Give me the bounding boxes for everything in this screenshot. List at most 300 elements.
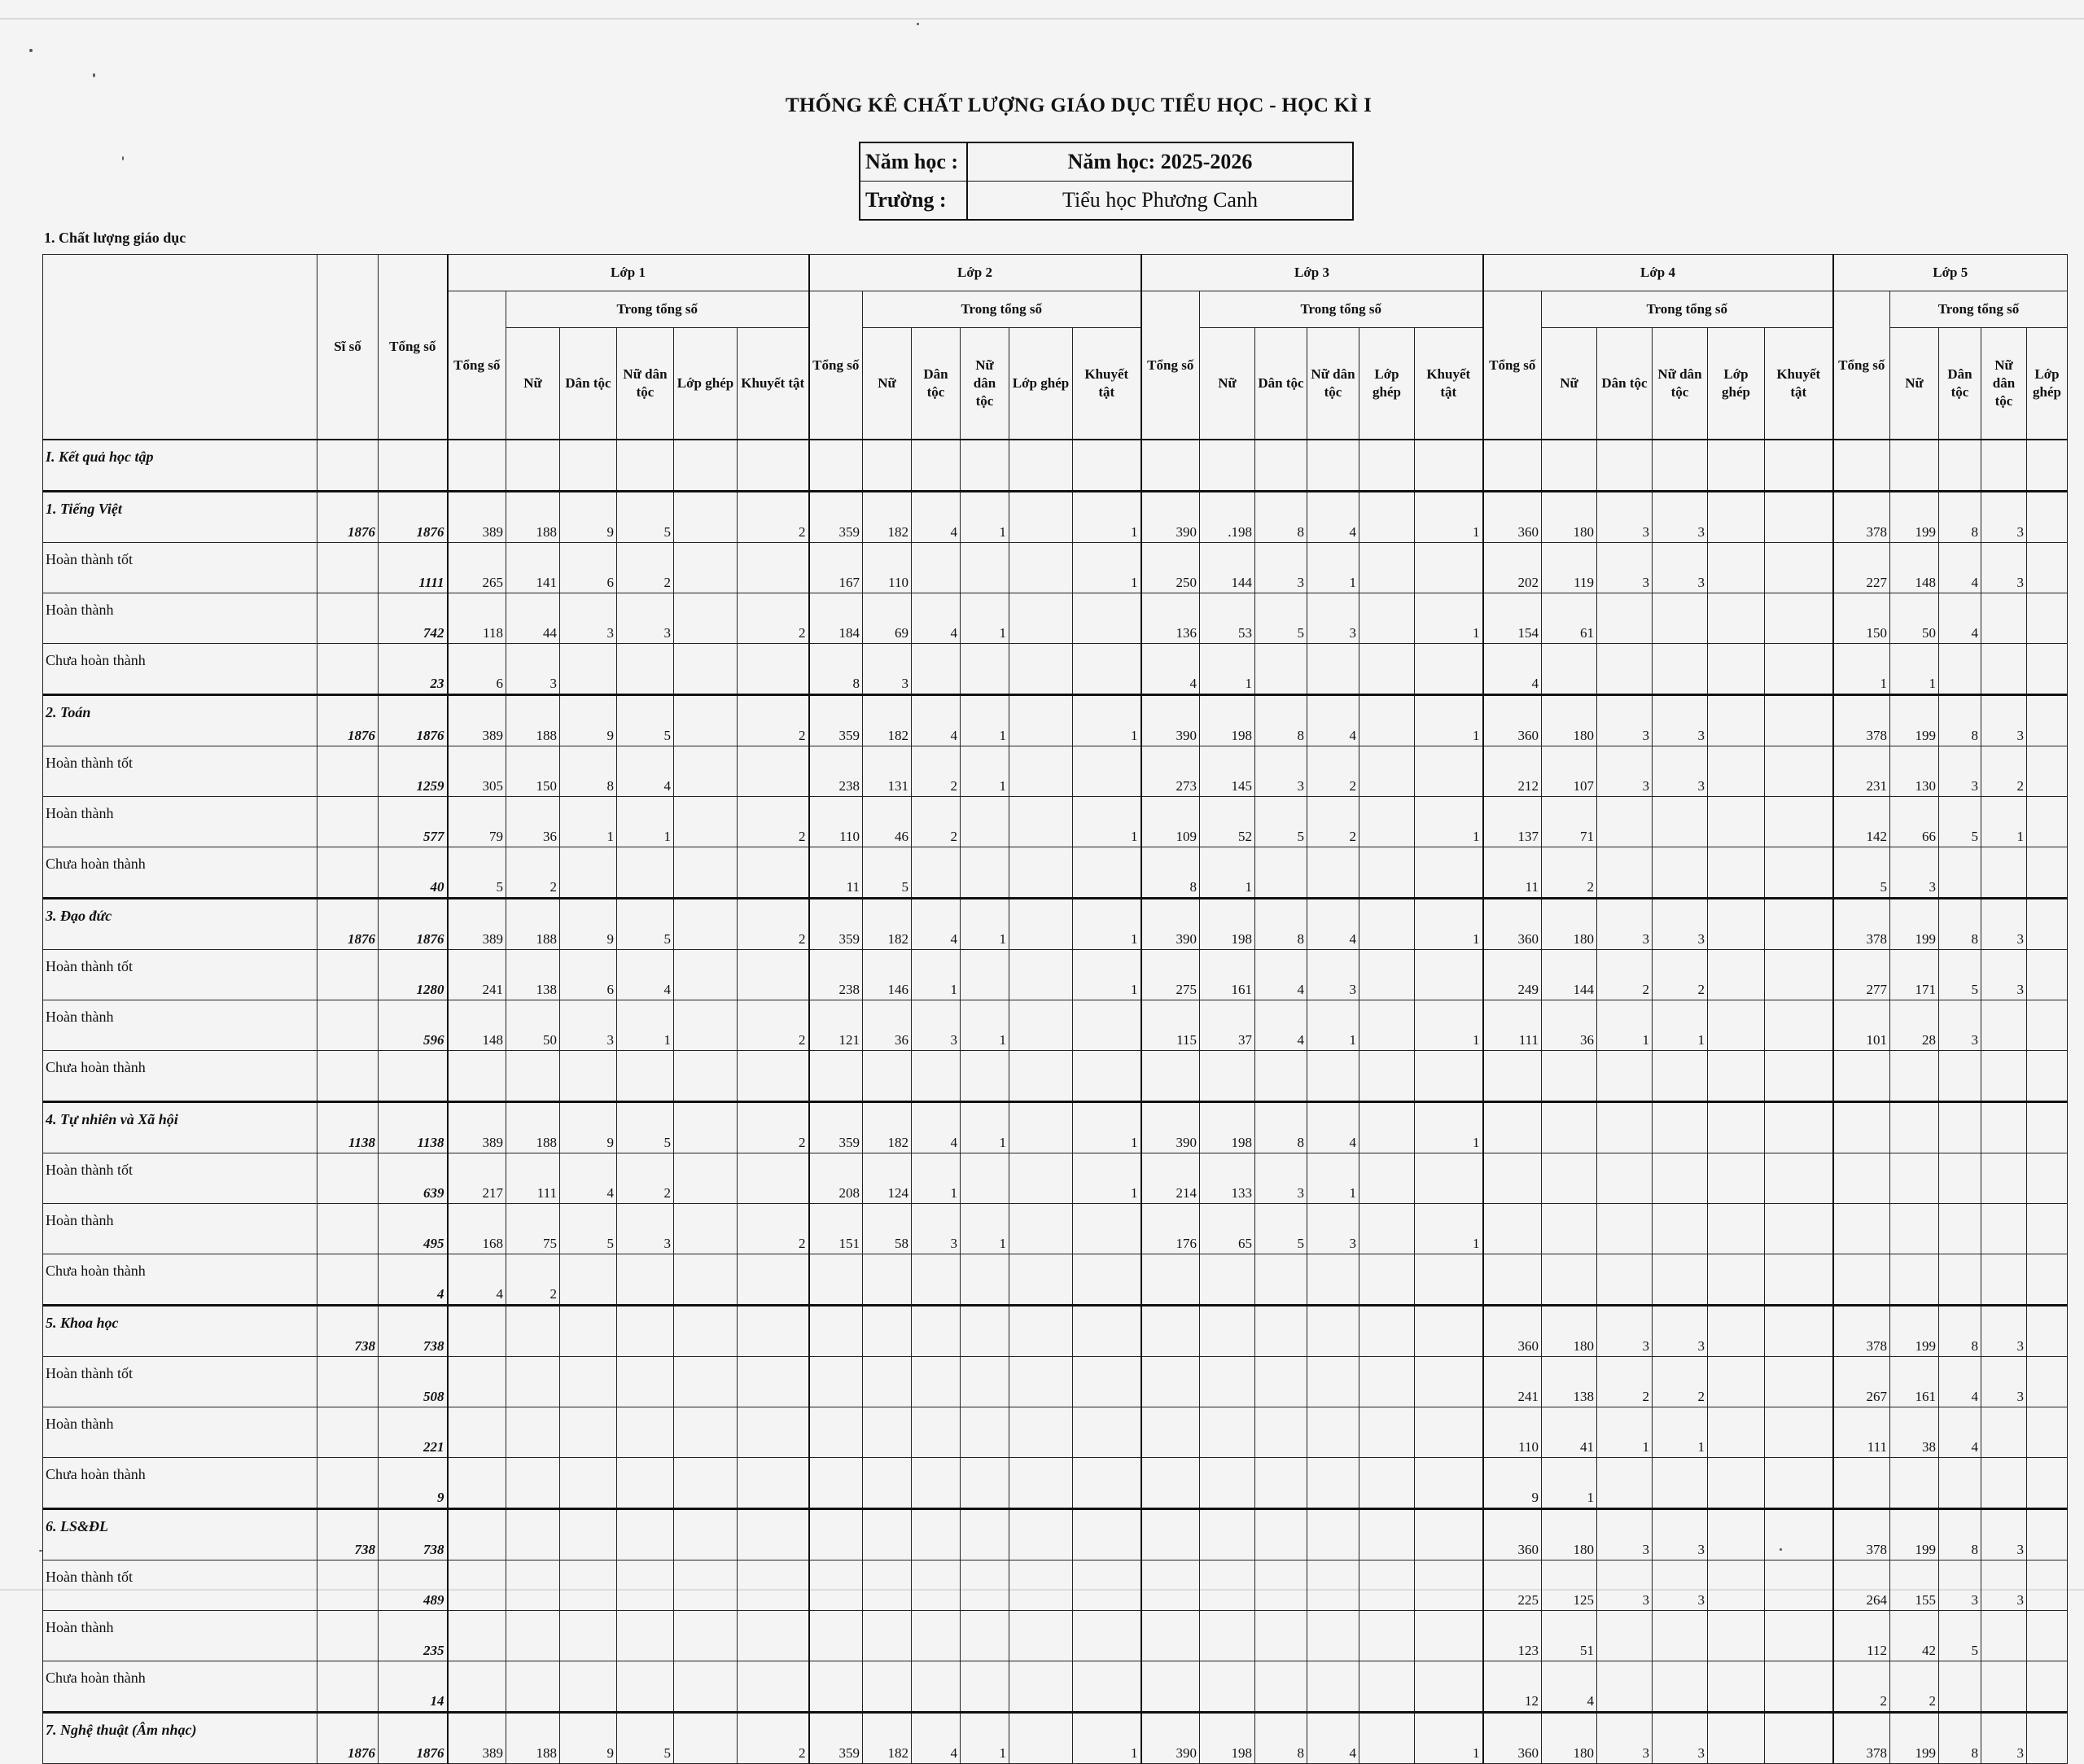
table-cell: [2027, 492, 2068, 543]
header-grade-5-sub-1: Nữ: [1890, 328, 1939, 440]
table-cell: 112: [1833, 1611, 1890, 1661]
table-cell: [1765, 593, 1833, 644]
table-cell: 2: [912, 797, 961, 847]
table-cell: 3: [1981, 1357, 2027, 1407]
table-cell: 5: [863, 847, 912, 899]
table-cell: 2: [506, 1254, 560, 1306]
row-label: Hoàn thành: [43, 797, 317, 847]
table-cell: [2027, 847, 2068, 899]
table-cell: [1415, 1153, 1483, 1204]
table-cell: 4: [1255, 1000, 1307, 1051]
row-tong-so: 1138: [379, 1102, 448, 1153]
table-cell: [617, 1306, 674, 1357]
table-cell: [674, 1306, 738, 1357]
table-cell: 3: [1939, 1000, 1981, 1051]
table-cell: [1009, 492, 1073, 543]
table-cell: [1415, 1661, 1483, 1713]
table-cell: [1981, 440, 2027, 492]
table-cell: 3: [1255, 1153, 1307, 1204]
table-cell: [1708, 1458, 1765, 1509]
table-cell: [912, 1407, 961, 1458]
table-cell: 249: [1483, 950, 1542, 1000]
table-cell: [1255, 1407, 1307, 1458]
table-cell: [1307, 1458, 1359, 1509]
row-tong-so: 14: [379, 1661, 448, 1713]
header-grade-5: Lớp 5: [1833, 255, 2068, 291]
table-cell: [1765, 1051, 1833, 1102]
table-cell: 4: [1255, 950, 1307, 1000]
table-cell: [738, 1458, 809, 1509]
table-cell: 12: [1483, 1661, 1542, 1713]
header-row-1: [43, 255, 2068, 291]
table-cell: 3: [1597, 899, 1653, 950]
table-cell: [1009, 1357, 1073, 1407]
table-cell: [809, 1051, 863, 1102]
info-row-school: [860, 182, 1353, 221]
table-cell: [1307, 1407, 1359, 1458]
table-cell: [674, 847, 738, 899]
table-cell: [738, 1407, 809, 1458]
table-cell: [1415, 1611, 1483, 1661]
table-cell: [1981, 847, 2027, 899]
table-cell: 184: [809, 593, 863, 644]
table-cell: 1: [961, 1713, 1009, 1764]
page-title: THỐNG KÊ CHẤT LƯỢNG GIÁO DỤC TIỂU HỌC - HỌC KÌ I: [785, 94, 1373, 116]
table-cell: 8: [809, 644, 863, 695]
table-cell: [1009, 1204, 1073, 1254]
row-label: 1. Tiếng Việt: [43, 492, 317, 543]
table-cell: [1708, 1560, 1765, 1611]
table-cell: [1307, 847, 1359, 899]
table-cell: [1483, 1254, 1542, 1306]
table-cell: 2: [1981, 746, 2027, 797]
table-cell: [674, 1509, 738, 1560]
table-cell: [2027, 1458, 2068, 1509]
table-cell: 155: [1890, 1560, 1939, 1611]
table-cell: 360: [1483, 492, 1542, 543]
row-si-so: [317, 1611, 379, 1661]
table-cell: 138: [506, 950, 560, 1000]
table-cell: [912, 1306, 961, 1357]
table-cell: 182: [863, 1713, 912, 1764]
table-cell: 1: [961, 746, 1009, 797]
table-cell: 273: [1141, 746, 1200, 797]
scan-speck: [39, 1550, 42, 1552]
row-si-so: [317, 847, 379, 899]
header-grade-3-sub-1: Nữ: [1200, 328, 1255, 440]
header-grade-2-total: Tổng số: [809, 291, 863, 440]
table-cell: 359: [809, 492, 863, 543]
table-cell: [560, 1611, 617, 1661]
table-cell: [1765, 1713, 1833, 1764]
table-cell: 5: [1939, 797, 1981, 847]
table-cell: [1765, 1254, 1833, 1306]
table-cell: 151: [809, 1204, 863, 1254]
table-cell: 2: [1653, 950, 1708, 1000]
table-cell: 3: [1307, 1204, 1359, 1254]
table-cell: [961, 950, 1009, 1000]
row-label: 2. Toán: [43, 695, 317, 746]
table-cell: 115: [1141, 1000, 1200, 1051]
table-cell: 198: [1200, 1713, 1255, 1764]
table-cell: 3: [1981, 1713, 2027, 1764]
table-cell: 138: [1542, 1357, 1597, 1407]
table-cell: [2027, 746, 2068, 797]
header-grade-5-subgroup: Trong tổng số: [1890, 291, 2068, 328]
table-cell: [674, 797, 738, 847]
table-cell: [560, 1458, 617, 1509]
table-cell: [1653, 797, 1708, 847]
table-cell: 144: [1542, 950, 1597, 1000]
table-cell: [1708, 1611, 1765, 1661]
row-si-so: [317, 950, 379, 1000]
table-cell: [1307, 1254, 1359, 1306]
table-cell: [1359, 1407, 1415, 1458]
table-cell: [1833, 440, 1890, 492]
table-cell: 142: [1833, 797, 1890, 847]
table-cell: 3: [1653, 695, 1708, 746]
table-cell: 1: [1073, 695, 1141, 746]
table-cell: [1415, 1458, 1483, 1509]
row-tong-so: 1876: [379, 1713, 448, 1764]
header-grade-2-sub-1: Nữ: [863, 328, 912, 440]
table-cell: 6: [448, 644, 506, 695]
table-cell: [738, 746, 809, 797]
table-cell: [863, 1407, 912, 1458]
row-label: Chưa hoàn thành: [43, 847, 317, 899]
table-cell: 146: [863, 950, 912, 1000]
table-cell: [912, 1661, 961, 1713]
table-cell: [1415, 1254, 1483, 1306]
table-cell: 1: [1200, 847, 1255, 899]
table-cell: [1009, 1560, 1073, 1611]
table-cell: [1200, 440, 1255, 492]
table-cell: 8: [1255, 1713, 1307, 1764]
table-cell: [1009, 644, 1073, 695]
table-cell: 101: [1833, 1000, 1890, 1051]
table-cell: [506, 1509, 560, 1560]
table-cell: [1597, 644, 1653, 695]
table-cell: 1: [1073, 1102, 1141, 1153]
table-cell: 6: [560, 543, 617, 593]
table-cell: [674, 1560, 738, 1611]
table-cell: [961, 1254, 1009, 1306]
table-cell: 2: [1307, 797, 1359, 847]
table-cell: [1939, 1153, 1981, 1204]
table-cell: 4: [912, 1102, 961, 1153]
table-cell: 2: [738, 1204, 809, 1254]
table-cell: [738, 1509, 809, 1560]
table-cell: 198: [1200, 1102, 1255, 1153]
table-cell: [1765, 1102, 1833, 1153]
table-cell: 1: [1073, 1153, 1141, 1204]
table-cell: 1: [1415, 1000, 1483, 1051]
table-cell: [738, 1306, 809, 1357]
table-cell: 264: [1833, 1560, 1890, 1611]
table-row: [43, 1713, 2068, 1764]
table-cell: [1708, 1509, 1765, 1560]
row-si-so: 1138: [317, 1102, 379, 1153]
table-cell: 390: [1141, 695, 1200, 746]
table-cell: [1833, 1204, 1890, 1254]
table-cell: 2: [738, 1713, 809, 1764]
table-cell: 65: [1200, 1204, 1255, 1254]
table-cell: [1597, 1458, 1653, 1509]
table-cell: 188: [506, 695, 560, 746]
table-cell: [560, 847, 617, 899]
table-cell: 2: [617, 543, 674, 593]
table-cell: [1359, 1713, 1415, 1764]
table-cell: [912, 1611, 961, 1661]
table-cell: 4: [1939, 593, 1981, 644]
table-cell: 2: [738, 1102, 809, 1153]
table-cell: [1981, 1000, 2027, 1051]
table-cell: 1: [961, 593, 1009, 644]
table-row: [43, 1204, 2068, 1254]
table-cell: [1141, 1611, 1200, 1661]
table-cell: 198: [1200, 899, 1255, 950]
table-cell: [1833, 1051, 1890, 1102]
table-cell: 1: [617, 797, 674, 847]
table-cell: [1009, 1509, 1073, 1560]
table-cell: 390: [1141, 1102, 1200, 1153]
table-cell: [738, 1153, 809, 1204]
table-cell: [674, 1204, 738, 1254]
table-cell: [2027, 644, 2068, 695]
table-cell: 4: [1939, 543, 1981, 593]
table-row: [43, 1661, 2068, 1713]
row-tong-so: 1259: [379, 746, 448, 797]
table-cell: [1359, 847, 1415, 899]
table-cell: [1765, 1661, 1833, 1713]
table-cell: 182: [863, 492, 912, 543]
table-cell: [1765, 1560, 1833, 1611]
table-cell: [506, 1458, 560, 1509]
header-grade-4-subgroup: Trong tổng số: [1542, 291, 1833, 328]
table-cell: 176: [1141, 1204, 1200, 1254]
table-cell: 5: [1255, 797, 1307, 847]
table-cell: 188: [506, 1102, 560, 1153]
table-cell: 58: [863, 1204, 912, 1254]
row-label: I. Kết quả học tập: [43, 440, 317, 492]
table-cell: [1307, 1509, 1359, 1560]
table-cell: [617, 1407, 674, 1458]
table-cell: 38: [1890, 1407, 1939, 1458]
table-cell: [961, 797, 1009, 847]
table-cell: 123: [1483, 1611, 1542, 1661]
header-grade-4-sub-3: Nữ dân tộc: [1653, 328, 1708, 440]
table-cell: [674, 1102, 738, 1153]
table-cell: [1009, 950, 1073, 1000]
table-cell: 250: [1141, 543, 1200, 593]
table-cell: 1: [961, 1204, 1009, 1254]
table-cell: [738, 1357, 809, 1407]
row-si-so: [317, 746, 379, 797]
table-cell: [1765, 644, 1833, 695]
scan-speck: [122, 156, 124, 160]
scan-edge-top: [0, 18, 2084, 20]
table-cell: [1653, 644, 1708, 695]
table-cell: [1073, 644, 1141, 695]
header-grade-5-sub-3: Nữ dân tộc: [1981, 328, 2027, 440]
table-cell: [1255, 1560, 1307, 1611]
table-cell: [2027, 1204, 2068, 1254]
header-grade-3-sub-4: Lớp ghép: [1359, 328, 1415, 440]
table-cell: 378: [1833, 899, 1890, 950]
header-grade-1-sub-3: Nữ dân tộc: [617, 328, 674, 440]
table-cell: [560, 644, 617, 695]
table-cell: 389: [448, 1713, 506, 1764]
header-grade-5-sub-4: Lớp ghép: [2027, 328, 2068, 440]
table-cell: [1939, 1458, 1981, 1509]
table-cell: 136: [1141, 593, 1200, 644]
table-cell: 137: [1483, 797, 1542, 847]
table-cell: [738, 440, 809, 492]
table-cell: 109: [1141, 797, 1200, 847]
table-cell: 5: [617, 899, 674, 950]
table-cell: [617, 847, 674, 899]
table-cell: 42: [1890, 1611, 1939, 1661]
table-cell: 1: [1597, 1000, 1653, 1051]
table-cell: [1415, 847, 1483, 899]
table-cell: [912, 1357, 961, 1407]
table-cell: [617, 1661, 674, 1713]
table-cell: [2027, 899, 2068, 950]
row-si-so: [317, 1254, 379, 1306]
row-si-so: [317, 1051, 379, 1102]
table-cell: [1939, 1051, 1981, 1102]
table-cell: [560, 1509, 617, 1560]
table-cell: [1009, 1407, 1073, 1458]
table-cell: [674, 746, 738, 797]
table-cell: 50: [506, 1000, 560, 1051]
table-cell: [1009, 593, 1073, 644]
table-cell: 167: [809, 543, 863, 593]
table-cell: 130: [1890, 746, 1939, 797]
table-cell: [1708, 1713, 1765, 1764]
table-cell: 4: [1483, 644, 1542, 695]
table-cell: [1708, 797, 1765, 847]
table-cell: 1: [1653, 1000, 1708, 1051]
table-cell: [2027, 950, 2068, 1000]
row-si-so: [317, 1204, 379, 1254]
header-grade-1-sub-2: Dân tộc: [560, 328, 617, 440]
row-tong-so: 9: [379, 1458, 448, 1509]
school-value: Tiểu học Phương Canh: [967, 182, 1353, 221]
table-cell: [863, 1509, 912, 1560]
table-row: [43, 1102, 2068, 1153]
table-cell: [1653, 1254, 1708, 1306]
table-cell: [560, 1254, 617, 1306]
table-cell: 5: [1255, 1204, 1307, 1254]
table-cell: 118: [448, 593, 506, 644]
table-cell: [1708, 440, 1765, 492]
table-cell: 390: [1141, 1713, 1200, 1764]
table-cell: [1597, 1051, 1653, 1102]
table-cell: [1708, 847, 1765, 899]
table-cell: [809, 1509, 863, 1560]
table-cell: [1708, 644, 1765, 695]
header-grade-2-sub-3: Nữ dân tộc: [961, 328, 1009, 440]
table-cell: 3: [1653, 1509, 1708, 1560]
header-si-so: Sĩ số: [317, 255, 379, 440]
table-body: [43, 440, 2068, 1764]
table-cell: 4: [1307, 492, 1359, 543]
table-cell: [506, 1407, 560, 1458]
table-cell: 2: [738, 1000, 809, 1051]
table-cell: [674, 1153, 738, 1204]
table-cell: [1200, 1051, 1255, 1102]
table-cell: [1009, 746, 1073, 797]
table-cell: [1483, 1153, 1542, 1204]
table-cell: 2: [912, 746, 961, 797]
table-cell: 5: [448, 847, 506, 899]
table-cell: [809, 1661, 863, 1713]
table-row: [43, 1509, 2068, 1560]
table-row: [43, 899, 2068, 950]
table-cell: 4: [912, 1713, 961, 1764]
table-cell: [560, 1407, 617, 1458]
row-label: Chưa hoàn thành: [43, 644, 317, 695]
table-cell: 4: [1141, 644, 1200, 695]
table-cell: [1939, 847, 1981, 899]
table-cell: 8: [560, 746, 617, 797]
table-cell: 5: [617, 1102, 674, 1153]
table-cell: 1: [1415, 1102, 1483, 1153]
header-grade-3-sub-3: Nữ dân tộc: [1307, 328, 1359, 440]
row-si-so: [317, 797, 379, 847]
table-cell: [2027, 1661, 2068, 1713]
table-cell: 4: [448, 1254, 506, 1306]
table-cell: 199: [1890, 695, 1939, 746]
row-si-so: [317, 1357, 379, 1407]
table-cell: [1708, 695, 1765, 746]
table-cell: 36: [863, 1000, 912, 1051]
header-grade-1-subgroup: Trong tổng số: [506, 291, 809, 328]
table-cell: 71: [1542, 797, 1597, 847]
table-cell: [1141, 1254, 1200, 1306]
table-cell: 5: [560, 1204, 617, 1254]
table-cell: [1141, 1306, 1200, 1357]
table-cell: [1708, 950, 1765, 1000]
table-cell: [1200, 1407, 1255, 1458]
table-cell: 3: [1597, 543, 1653, 593]
table-cell: [1141, 1560, 1200, 1611]
table-cell: [674, 543, 738, 593]
table-cell: [1415, 644, 1483, 695]
table-cell: [1200, 1306, 1255, 1357]
table-cell: 1: [1073, 899, 1141, 950]
table-cell: [1141, 1458, 1200, 1509]
table-cell: [1073, 1306, 1141, 1357]
table-cell: [1708, 1407, 1765, 1458]
table-cell: [738, 847, 809, 899]
table-cell: [1939, 1661, 1981, 1713]
table-cell: 3: [1653, 492, 1708, 543]
table-cell: 238: [809, 746, 863, 797]
table-cell: [1597, 1661, 1653, 1713]
header-grade-5-total: Tổng số: [1833, 291, 1890, 440]
table-cell: 1: [1073, 797, 1141, 847]
row-label: Hoàn thành: [43, 1611, 317, 1661]
table-cell: 2: [1597, 950, 1653, 1000]
table-cell: [1359, 1254, 1415, 1306]
table-cell: [1653, 440, 1708, 492]
table-cell: 8: [1939, 1306, 1981, 1357]
table-cell: [448, 1407, 506, 1458]
table-cell: 180: [1542, 899, 1597, 950]
table-cell: [1415, 1509, 1483, 1560]
